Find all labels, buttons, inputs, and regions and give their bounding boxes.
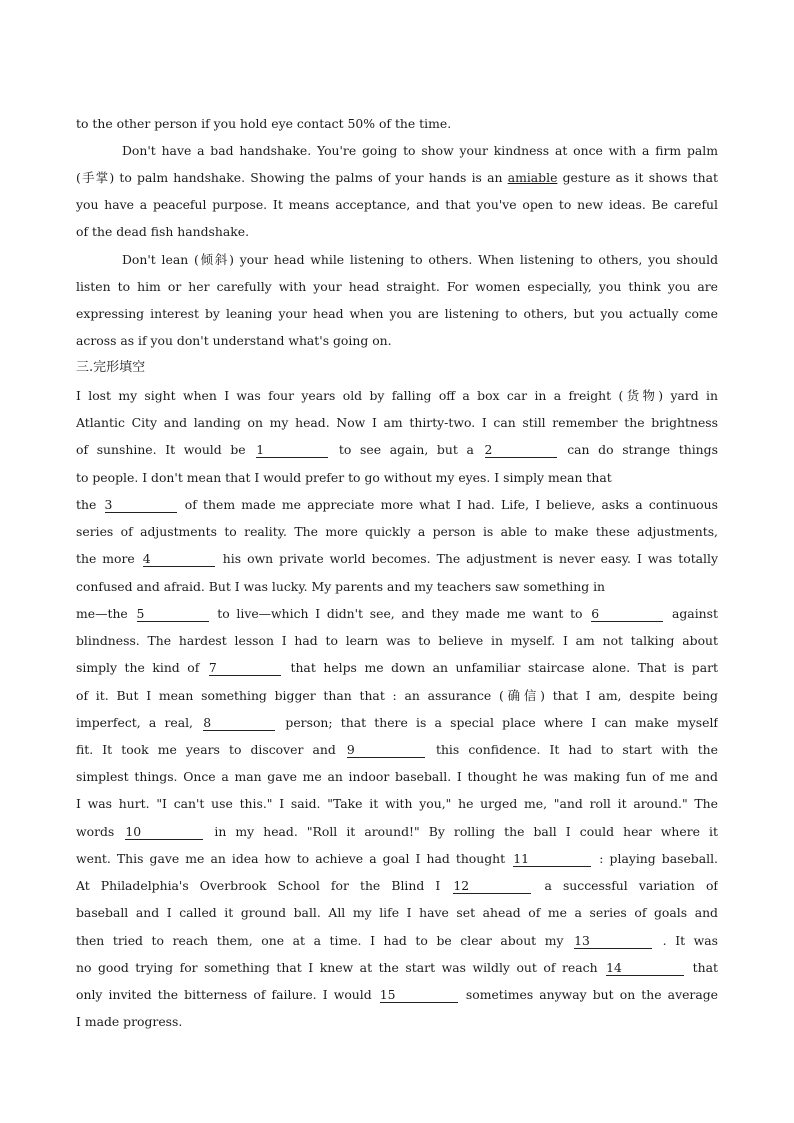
cloze-text: words <box>76 824 115 839</box>
blank-12[interactable]: 12 <box>453 879 531 894</box>
cloze-text: . It was <box>662 933 718 948</box>
blank-10[interactable]: 10 <box>125 825 203 840</box>
blank-11[interactable]: 11 <box>513 852 591 867</box>
cloze-text: to see again, but a <box>338 442 474 457</box>
cloze-line: to people. I don't mean that I would prefer to go without my eyes. I simply mean that <box>76 470 612 485</box>
blank-1[interactable]: 1 <box>256 443 328 458</box>
cloze-text: the more <box>76 551 135 566</box>
cloze-line: confused and afraid. But I was lucky. My parents and my teachers saw something in <box>76 579 606 594</box>
cloze-line: I made progress. <box>76 1014 183 1029</box>
reading-line: you have a peaceful purpose. It means acceptance, and that you've open to new ideas. Be careful <box>76 197 718 212</box>
cloze-text: the <box>76 497 97 512</box>
blank-14[interactable]: 14 <box>606 961 684 976</box>
blank-9[interactable]: 9 <box>347 743 425 758</box>
cloze-line: of it. But I mean something bigger than that : an assurance (确信) that I am, despite being <box>76 688 718 703</box>
cloze-line <box>76 660 718 676</box>
cloze-text: went. This gave me an idea how to achieve a goal I had thought <box>76 851 506 866</box>
blank-13[interactable]: 13 <box>574 934 652 949</box>
cloze-text: sometimes anyway but on the average <box>465 987 718 1002</box>
reading-text: (手掌) to palm handshake. Showing the palms of your hands is an <box>76 170 508 185</box>
reading-text: gesture as it shows that <box>557 170 718 185</box>
cloze-line <box>76 715 718 731</box>
blank-2[interactable]: 2 <box>485 443 557 458</box>
cloze-line: series of adjustments to reality. The more quickly a person is able to make these adjustments, <box>76 524 718 539</box>
cloze-line: simplest things. Once a man gave me an indoor baseball. I thought he was making fun of me and <box>76 769 718 784</box>
cloze-line <box>76 442 718 458</box>
cloze-line <box>76 742 718 758</box>
cloze-text: a successful variation of <box>544 878 718 893</box>
cloze-text: imperfect, a real, <box>76 715 193 730</box>
cloze-line: Atlantic City and landing on my head. Now I am thirty-two. I can still remember the brightness <box>76 415 718 430</box>
cloze-text: me—the <box>76 606 128 621</box>
cloze-text: At Philadelphia's Overbrook School for the Blind I <box>76 878 441 893</box>
cloze-text: of sunshine. It would be <box>76 442 246 457</box>
section-heading: 三.完形填空 <box>76 360 146 375</box>
cloze-line: blindness. The hardest lesson I had to learn was to believe in myself. I am not talking about <box>76 633 718 648</box>
cloze-line <box>76 851 718 867</box>
cloze-line <box>76 824 718 840</box>
cloze-text: to live—which I didn't see, and they made me want to <box>217 606 583 621</box>
blank-7[interactable]: 7 <box>209 661 281 676</box>
reading-line: of the dead fish handshake. <box>76 224 250 239</box>
cloze-line <box>76 497 718 513</box>
reading-line: to the other person if you hold eye contact 50% of the time. <box>76 116 452 131</box>
cloze-line: I lost my sight when I was four years old by falling off a box car in a freight (货物) yard in <box>76 388 718 403</box>
blank-8[interactable]: 8 <box>203 716 275 731</box>
cloze-text: of them made me appreciate more what I had. Life, I believe, asks a continuous <box>184 497 718 512</box>
cloze-line <box>76 878 718 894</box>
cloze-text: : playing baseball. <box>599 851 718 866</box>
cloze-text: that <box>692 960 718 975</box>
reading-line <box>76 170 718 186</box>
blank-5[interactable]: 5 <box>137 607 209 622</box>
blank-6[interactable]: 6 <box>591 607 663 622</box>
cloze-text: only invited the bitterness of failure. I would <box>76 987 372 1002</box>
cloze-line: baseball and I called it ground ball. All my life I have set ahead of me a series of goals and <box>76 905 718 920</box>
cloze-text: against <box>671 606 718 621</box>
cloze-text: his own private world becomes. The adjustment is never easy. I was totally <box>222 551 718 566</box>
blank-3[interactable]: 3 <box>105 498 177 513</box>
cloze-text: can do strange things <box>567 442 718 457</box>
cloze-line: I was hurt. "I can't use this." I said. "Take it with you," he urged me, "and roll it around." The <box>76 796 718 811</box>
cloze-text: this confidence. It had to start with the <box>435 742 718 757</box>
reading-line: across as if you don't understand what's going on. <box>76 333 392 348</box>
cloze-line <box>76 960 718 976</box>
cloze-text: that helps me down an unfamiliar staircase alone. That is part <box>290 660 718 675</box>
cloze-text: then tried to reach them, one at a time. I had to be clear about my <box>76 933 564 948</box>
cloze-line <box>76 606 718 622</box>
cloze-text: fit. It took me years to discover and <box>76 742 336 757</box>
reading-line <box>76 252 718 268</box>
reading-text: Don't have a bad handshake. You're going to show your kindness at once with a firm palm <box>122 143 718 158</box>
underlined-word: amiable <box>507 170 558 185</box>
blank-15[interactable]: 15 <box>380 988 458 1003</box>
cloze-line <box>76 551 718 567</box>
reading-line: expressing interest by leaning your head when you are listening to others, but you actually come <box>76 306 718 321</box>
cloze-line <box>76 987 718 1003</box>
reading-line: listen to him or her carefully with your head straight. For women especially, you think you are <box>76 279 718 294</box>
cloze-text: in my head. "Roll it around!" By rolling the ball I could hear where it <box>214 824 718 839</box>
cloze-text: no good trying for something that I knew at the start was wildly out of reach <box>76 960 598 975</box>
blank-4[interactable]: 4 <box>143 552 215 567</box>
reading-line <box>76 143 718 159</box>
cloze-line <box>76 933 718 949</box>
cloze-text: simply the kind of <box>76 660 200 675</box>
reading-text: Don't lean (倾斜) your head while listening to others. When listening to others, you should <box>122 252 718 267</box>
cloze-text: person; that there is a special place where I can make myself <box>285 715 718 730</box>
